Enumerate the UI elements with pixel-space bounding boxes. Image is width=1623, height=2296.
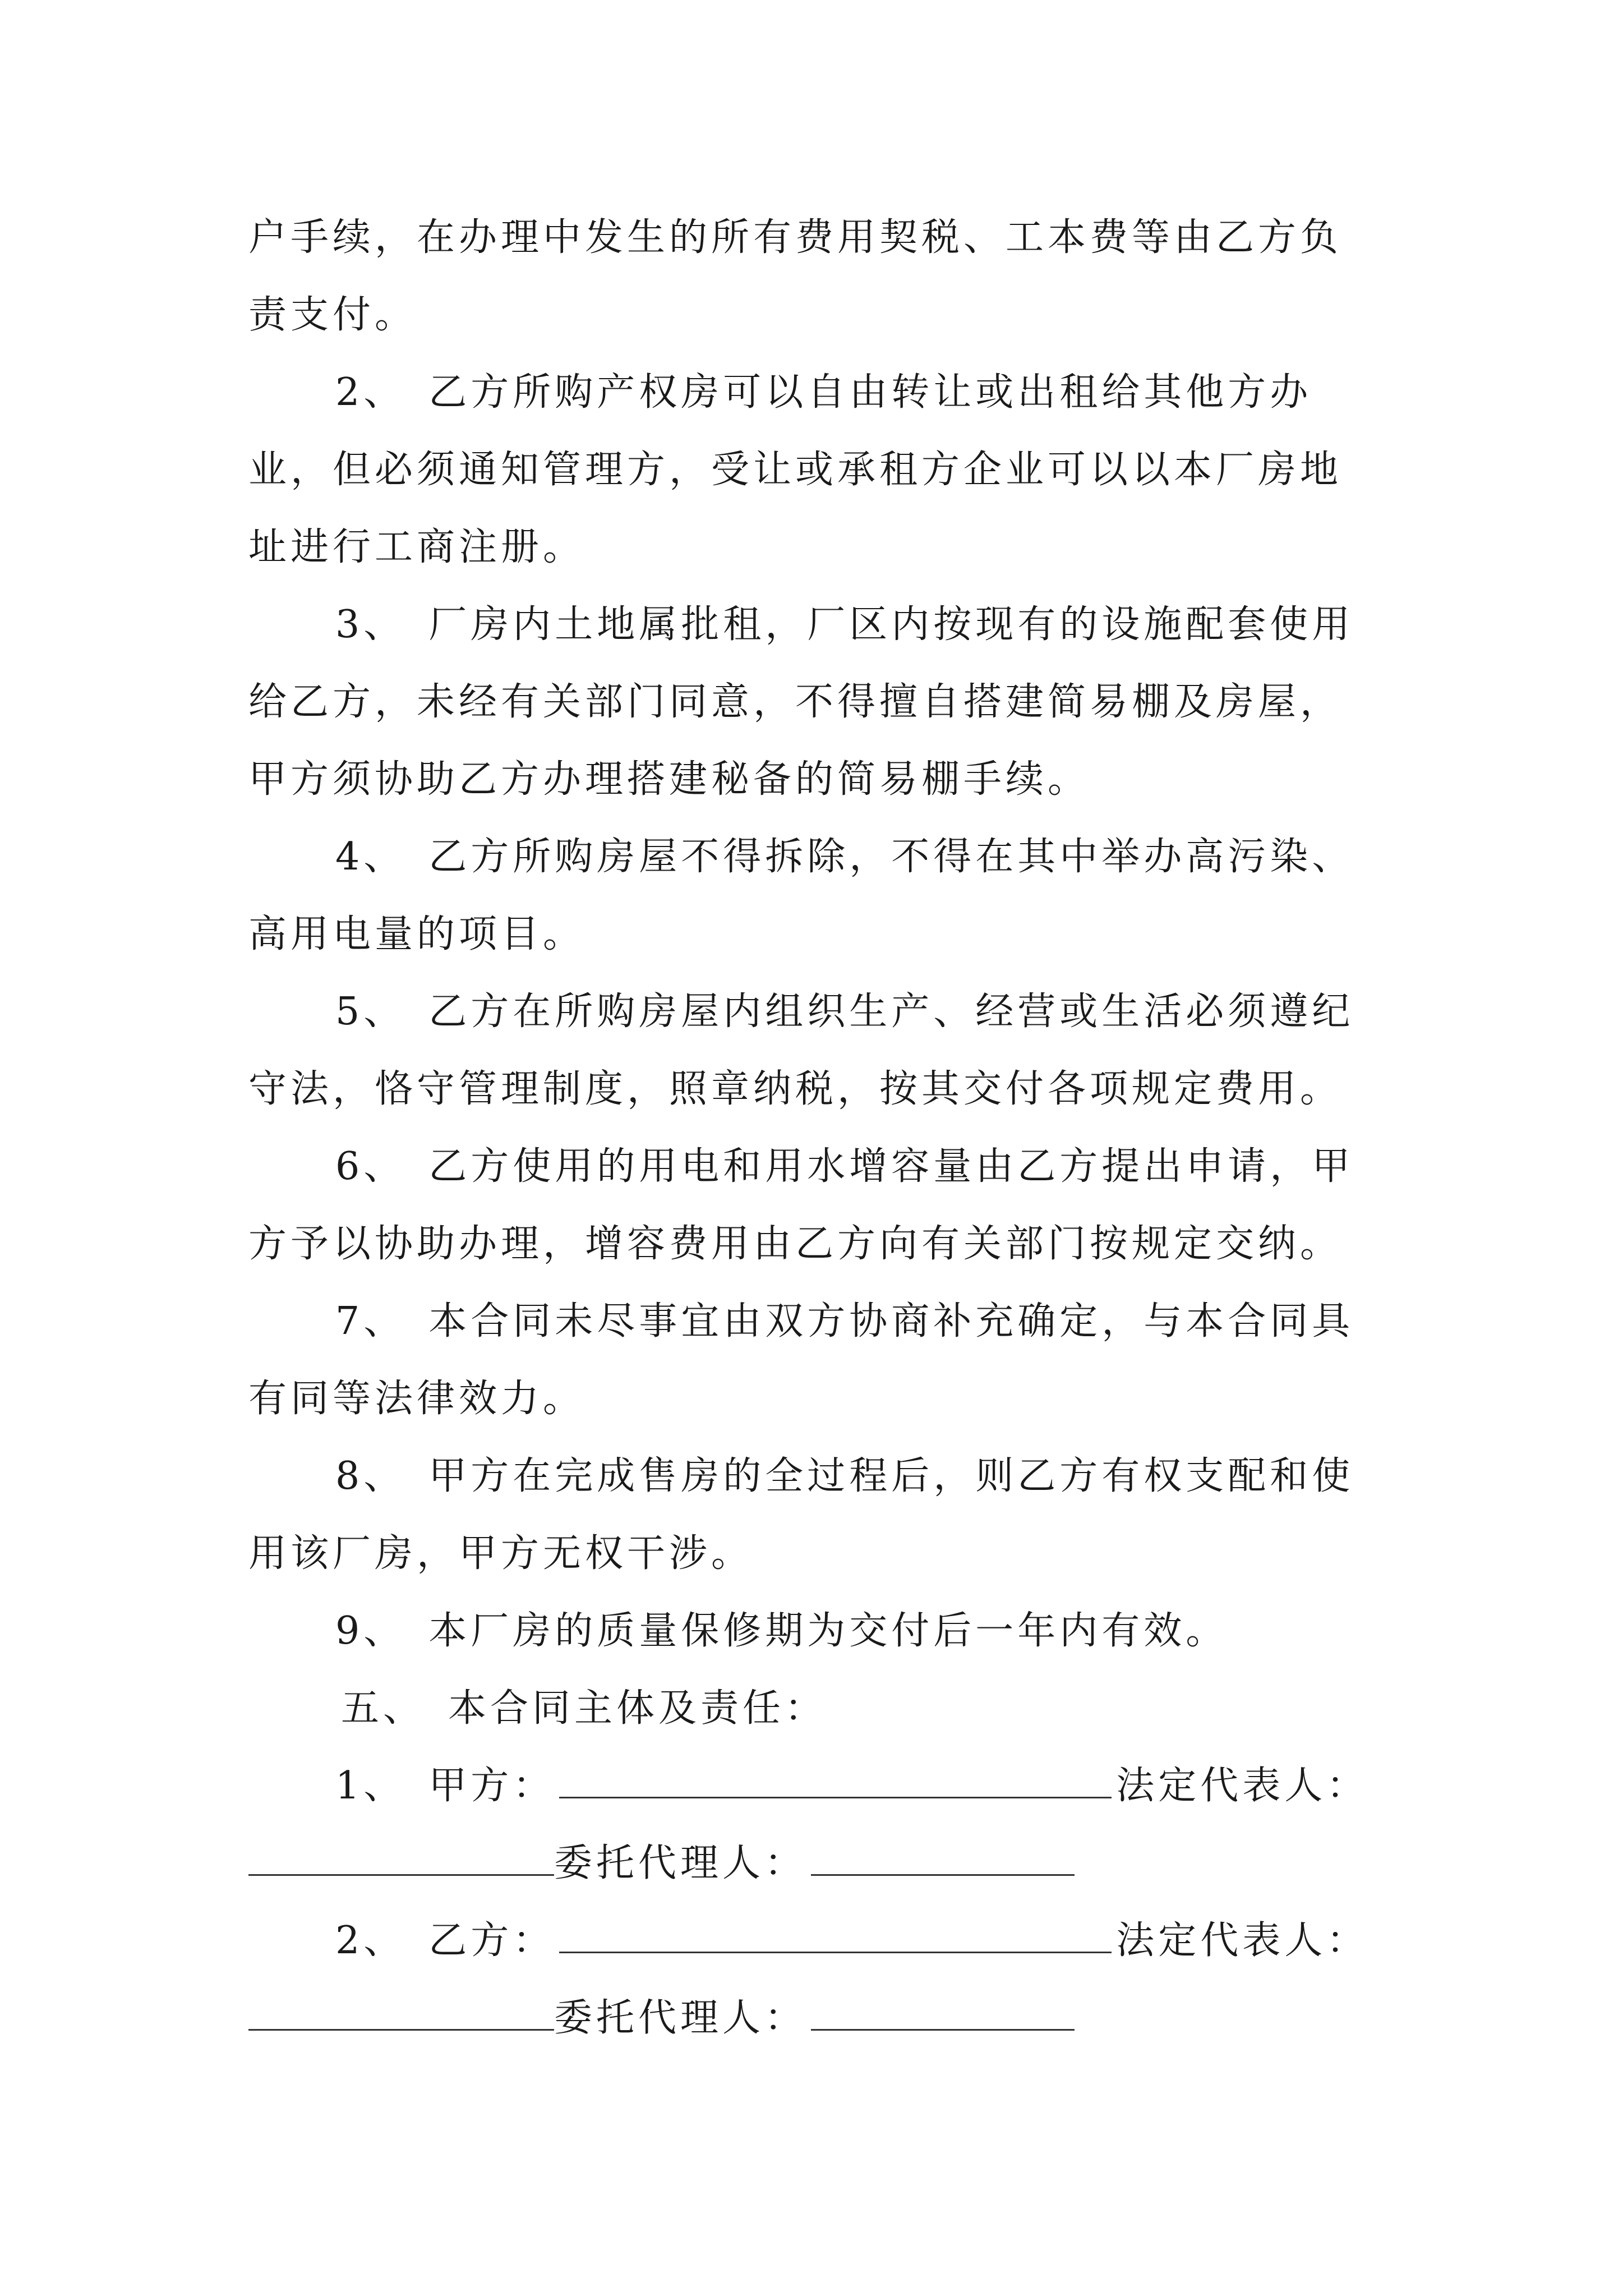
clause-9-line: 9、 本厂房的质量保修期为交付后一年内有效。 [335,1609,1228,1653]
paragraph-line: 户手续，在办理中发生的所有费用契税、工本费等由乙方负 [248,215,1343,260]
party-a-label: 1、 甲方： [335,1764,555,1808]
paragraph-line: 方予以协助办理，增容费用由乙方向有关部门按规定交纳。 [248,1222,1343,1266]
paragraph-line: 业，但必须通知管理方，受让或承租方企业可以以本厂房地 [248,448,1343,492]
party-b-label: 2、 乙方： [335,1918,555,1963]
clause-2-line: 2、 乙方所购产权房可以自由转让或出租给其他方办 [335,370,1312,415]
party-a-name-blank[interactable] [559,1763,1112,1798]
party-b-agent-line [248,1980,1387,2057]
paragraph-line: 责支付。 [248,293,417,337]
party-a-agent-line [248,1825,1387,1902]
paragraph-line: 有同等法律效力。 [248,1377,585,1421]
contract-body [248,199,1387,2057]
paragraph-line: 用该厂房，甲方无权干涉。 [248,1531,754,1576]
clause-8-line: 8、 甲方在完成售房的全过程后，则乙方有权支配和使 [335,1454,1354,1498]
paragraph-line: 址进行工商注册。 [248,525,585,569]
clause-3-line: 3、 厂房内土地属批租，厂区内按现有的设施配套使用 [335,602,1354,647]
party-a-legal-rep-blank[interactable] [248,1841,554,1876]
clause-4-line: 4、 乙方所购房屋不得拆除，不得在其中举办高污染、 [335,835,1354,879]
party-a-agent-label: 委托代理人： [554,1841,807,1885]
party-b-agent-label: 委托代理人： [554,1996,807,2040]
party-a-legal-rep-label: 法定代表人： [1116,1764,1369,1808]
party-b-agent-blank[interactable] [811,1995,1075,2031]
party-b-line [248,1902,1387,1980]
clause-5-line: 5、 乙方在所购房屋内组织生产、经营或生活必须遵纪 [335,990,1354,1034]
paragraph-line: 甲方须协助乙方办理搭建秘备的简易棚手续。 [248,757,1090,802]
clause-6-line: 6、 乙方使用的用电和用水增容量由乙方提出申请，甲 [335,1144,1354,1189]
paragraph-line: 高用电量的项目。 [248,912,585,956]
clause-7-line: 7、 本合同未尽事宜由双方协商补充确定，与本合同具 [335,1299,1354,1343]
party-b-legal-rep-blank[interactable] [248,1995,554,2031]
party-a-agent-blank[interactable] [811,1841,1075,1876]
section-5-heading: 五、 本合同主体及责任： [341,1686,827,1731]
paragraph-line: 守法，恪守管理制度，照章纳税，按其交付各项规定费用。 [248,1067,1343,1111]
party-b-name-blank[interactable] [559,1918,1112,1953]
party-b-legal-rep-label: 法定代表人： [1116,1918,1369,1963]
party-a-line [248,1747,1387,1825]
paragraph-line: 给乙方，未经有关部门同意，不得擅自搭建简易棚及房屋， [248,680,1343,724]
